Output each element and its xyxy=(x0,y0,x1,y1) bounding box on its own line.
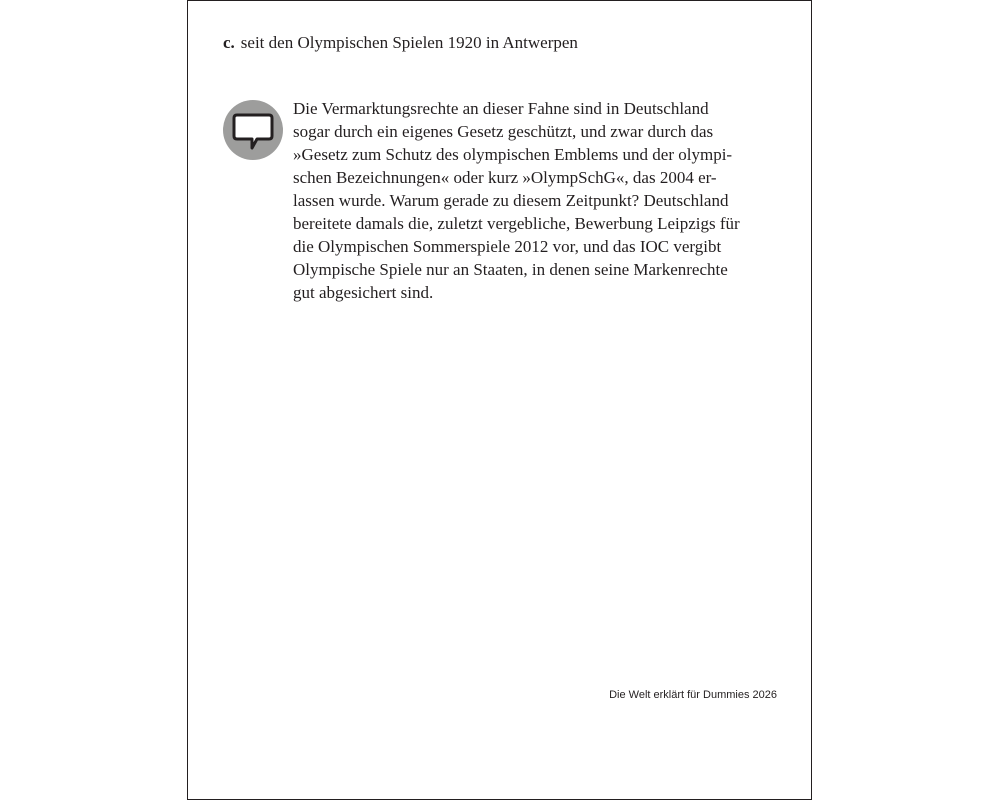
speech-bubble-icon-graphic xyxy=(223,100,283,160)
tip-line: »Gesetz zum Schutz des olympischen Emblems und der olympi- xyxy=(293,145,733,164)
book-page xyxy=(187,0,812,800)
page-footer: Die Welt erklärt für Dummies 2026 xyxy=(609,689,777,701)
tip-line: sogar durch ein eigenes Gesetz geschützt, und zwar durch das xyxy=(293,122,714,141)
tip-line: schen Bezeichnungen« oder kurz »OlympSchG«, das 2004 er- xyxy=(293,168,717,187)
tip-line: Die Vermarktungsrechte an dieser Fahne sind in Deutschland xyxy=(293,99,709,118)
answer-option xyxy=(223,32,578,54)
tip-line: gut abgesichert sind. xyxy=(293,283,434,302)
tip-line: lassen wurde. Warum gerade zu diesem Zeitpunkt? Deutschland xyxy=(293,191,729,210)
answer-letter: c. xyxy=(223,33,235,52)
tip-paragraph xyxy=(293,97,783,304)
tip-line: Olympische Spiele nur an Staaten, in denen seine Markenrechte xyxy=(293,260,728,279)
tip-line: die Olympischen Sommerspiele 2012 vor, und das IOC vergibt xyxy=(293,237,722,256)
answer-text: seit den Olympischen Spielen 1920 in Antwerpen xyxy=(240,33,578,52)
tip-line: bereitete damals die, zuletzt vergebliche, Bewerbung Leipzigs für xyxy=(293,214,740,233)
speech-bubble-icon xyxy=(223,100,283,160)
